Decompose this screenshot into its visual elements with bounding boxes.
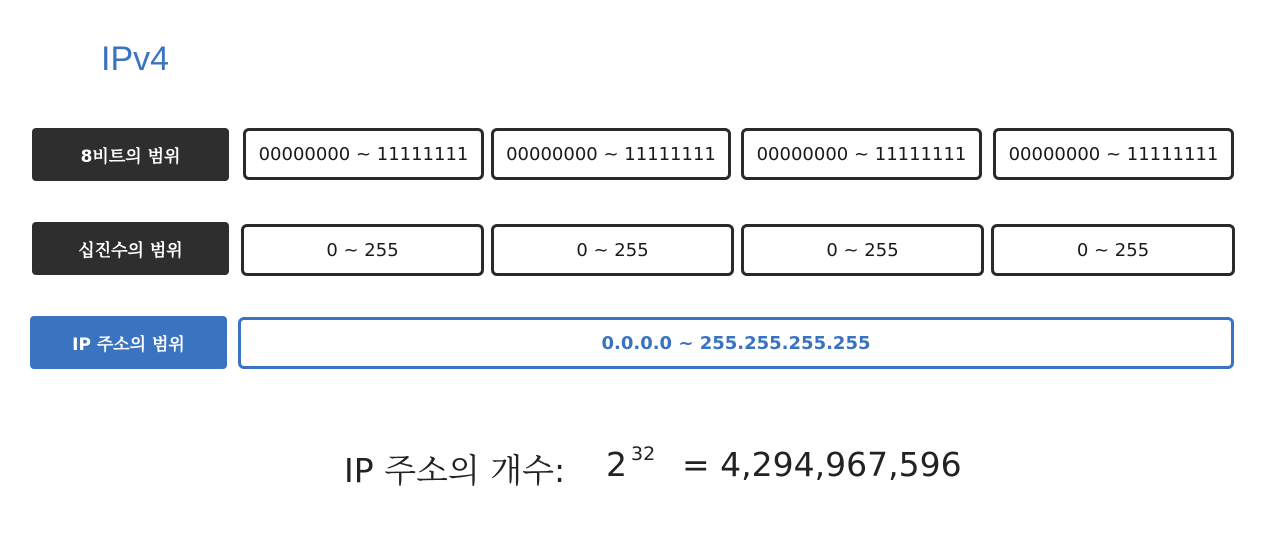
row-label-ip-range: IP 주소의 범위 [30, 316, 227, 369]
summary-base: 2 [606, 445, 627, 484]
octet-2-decimal-range: 0 ~ 255 [491, 224, 734, 276]
summary-label: IP 주소의 개수: [344, 451, 566, 490]
octet-1-decimal-range: 0 ~ 255 [241, 224, 484, 276]
summary-result: = 4,294,967,596 [682, 445, 962, 484]
octet-3-decimal-range: 0 ~ 255 [741, 224, 984, 276]
row-label-decimal: 십진수의 범위 [32, 222, 229, 275]
diagram-title: IPv4 [101, 40, 170, 78]
octet-3-binary-range: 00000000 ~ 11111111 [741, 128, 982, 180]
octet-4-decimal-range: 0 ~ 255 [991, 224, 1235, 276]
octet-1-binary-range: 00000000 ~ 11111111 [243, 128, 484, 180]
octet-4-binary-range: 00000000 ~ 11111111 [993, 128, 1234, 180]
ip-address-range: 0.0.0.0 ~ 255.255.255.255 [238, 317, 1234, 369]
summary-exponent: 32 [631, 443, 656, 465]
ip-count-summary [0, 445, 1280, 489]
row-label-8bit: 8비트의 범위 [32, 128, 229, 181]
octet-2-binary-range: 00000000 ~ 11111111 [491, 128, 731, 180]
